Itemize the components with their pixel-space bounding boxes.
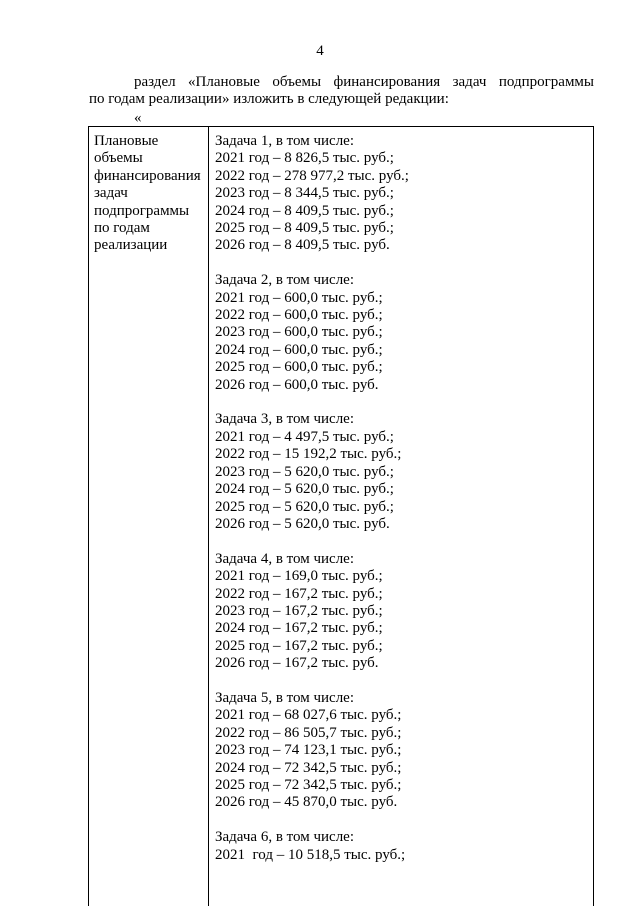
- year-amount-line: 2025 год – 8 409,5 тыс. руб.;: [215, 220, 394, 237]
- year-amount-line: 2025 год – 600,0 тыс. руб.;: [215, 359, 383, 376]
- task-block-2: [215, 272, 585, 394]
- year-amount-line: 2025 год – 72 342,5 тыс. руб.;: [215, 776, 402, 793]
- year-amount-line: 2022 год – 600,0 тыс. руб.;: [215, 307, 383, 324]
- year-amount-line: 2021 год – 169,0 тыс. руб.;: [215, 568, 383, 585]
- year-amount-line: 2023 год – 600,0 тыс. руб.;: [215, 324, 383, 341]
- table-column-divider: [208, 127, 209, 906]
- year-amount-line: 2022 год – 86 505,7 тыс. руб.;: [215, 724, 402, 741]
- year-amount-line: 2021 год – 8 826,5 тыс. руб.;: [215, 150, 394, 167]
- task-block-3: [215, 411, 585, 533]
- year-amount-line: 2024 год – 5 620,0 тыс. руб.;: [215, 481, 394, 498]
- year-amount-line: 2022 год – 278 977,2 тыс. руб.;: [215, 167, 409, 184]
- year-amount-line: 2021 год – 4 497,5 тыс. руб.;: [215, 428, 394, 445]
- opening-quote-mark: «: [134, 110, 142, 126]
- task-title: Задача 6, в том числе:: [215, 829, 354, 846]
- label-line: задач: [94, 185, 128, 202]
- intro-line-1: раздел «Плановые объемы финансирования задач подпрограммы: [134, 74, 594, 90]
- year-amount-line: 2021 год – 68 027,6 тыс. руб.;: [215, 707, 402, 724]
- label-line: реализации: [94, 237, 168, 254]
- table-values-cell: [215, 133, 585, 881]
- year-amount-line: 2026 год – 600,0 тыс. руб.: [215, 376, 379, 393]
- year-amount-line: 2026 год – 5 620,0 тыс. руб.: [215, 515, 390, 532]
- year-amount-line: 2023 год – 8 344,5 тыс. руб.;: [215, 185, 394, 202]
- table-label-cell: [94, 133, 204, 255]
- task-title: Задача 2, в том числе:: [215, 272, 354, 289]
- label-line: Плановые: [94, 133, 159, 149]
- year-amount-line: 2026 год – 8 409,5 тыс. руб.: [215, 237, 390, 254]
- task-title: Задача 4, в том числе:: [215, 550, 354, 567]
- intro-line-2: по годам реализации» изложить в следующей редакции:: [89, 91, 449, 107]
- page-number: 4: [316, 43, 324, 59]
- year-amount-line: 2023 год – 167,2 тыс. руб.;: [215, 602, 383, 619]
- year-amount-line: 2026 год – 45 870,0 тыс. руб.: [215, 794, 398, 811]
- financing-table: [88, 126, 594, 906]
- year-amount-line: 2023 год – 5 620,0 тыс. руб.;: [215, 463, 394, 480]
- label-line: финансирования: [94, 167, 201, 184]
- year-amount-line: 2024 год – 167,2 тыс. руб.;: [215, 620, 383, 637]
- task-block-5: [215, 690, 585, 812]
- year-amount-line: 2025 год – 167,2 тыс. руб.;: [215, 637, 383, 654]
- year-amount-line: 2024 год – 8 409,5 тыс. руб.;: [215, 202, 394, 219]
- task-block-6: [215, 829, 585, 864]
- intro-paragraph: [89, 74, 594, 108]
- year-amount-line: 2021 год – 10 518,5 тыс. руб.;: [215, 846, 406, 863]
- year-amount-line: 2022 год – 15 192,2 тыс. руб.;: [215, 446, 402, 463]
- task-block-1: [215, 133, 585, 255]
- label-line: по годам: [94, 220, 150, 237]
- label-line: подпрограммы: [94, 202, 190, 219]
- year-amount-line: 2024 год – 72 342,5 тыс. руб.;: [215, 759, 402, 776]
- task-title: Задача 3, в том числе:: [215, 411, 354, 428]
- task-block-4: [215, 551, 585, 673]
- year-amount-line: 2023 год – 74 123,1 тыс. руб.;: [215, 742, 402, 759]
- year-amount-line: 2022 год – 167,2 тыс. руб.;: [215, 585, 383, 602]
- year-amount-line: 2021 год – 600,0 тыс. руб.;: [215, 289, 383, 306]
- year-amount-line: 2024 год – 600,0 тыс. руб.;: [215, 341, 383, 358]
- label-line: объемы: [94, 150, 143, 167]
- task-title: Задача 1, в том числе:: [215, 133, 354, 149]
- year-amount-line: 2026 год – 167,2 тыс. руб.: [215, 655, 379, 672]
- year-amount-line: 2025 год – 5 620,0 тыс. руб.;: [215, 498, 394, 515]
- task-title: Задача 5, в том числе:: [215, 689, 354, 706]
